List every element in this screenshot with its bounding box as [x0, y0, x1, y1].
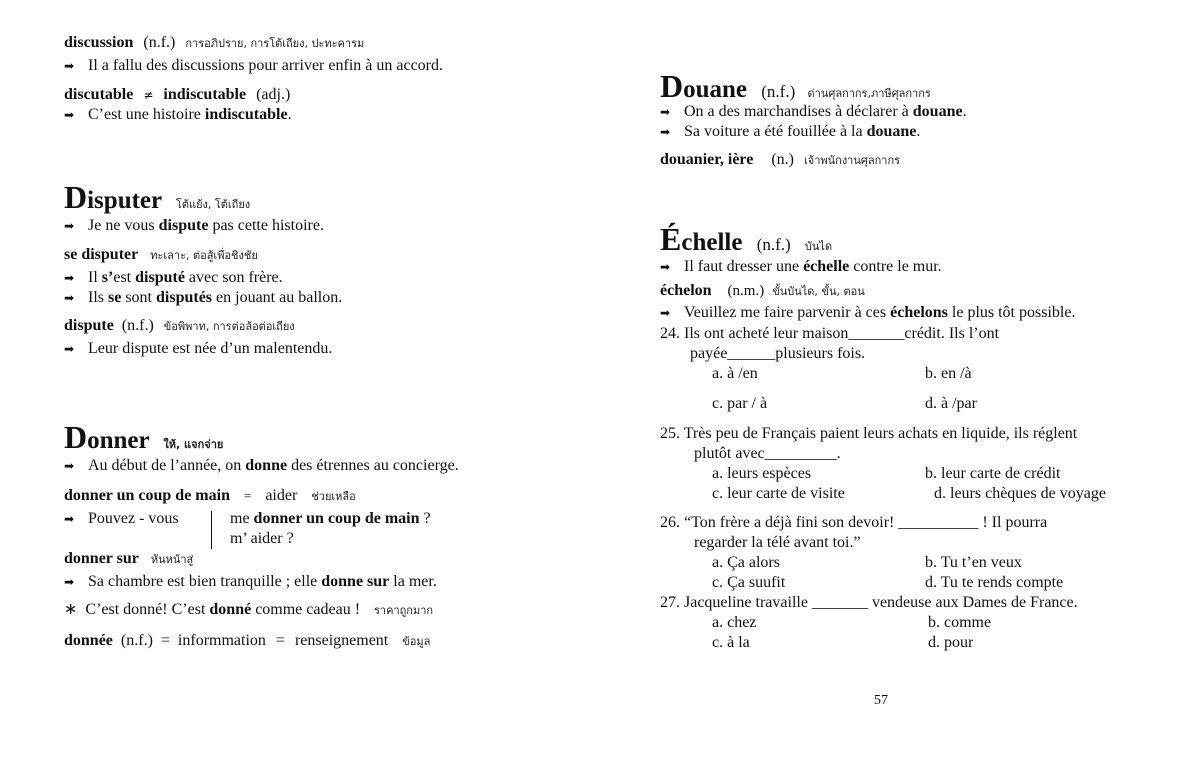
entry-heading-douane: Douane (n.f.) ด่านศุลกากร,ภาษีศุลกากร — [660, 68, 931, 104]
headword: douanier, ière — [660, 151, 754, 168]
star-icon: ∗ — [64, 601, 78, 618]
arrow-icon: ➡ — [660, 260, 671, 274]
entry-donner-un-coup-de-main — [64, 486, 356, 507]
answer-option-d: d. pour — [928, 634, 974, 651]
answer-option-a: a. Ça alors — [712, 554, 780, 571]
arrow-icon: ➡ — [64, 512, 75, 526]
arrow-icon: ➡ — [64, 575, 75, 589]
answer-option-d: d. à /par — [925, 395, 977, 412]
alternative-phrase: m’ aider ? — [230, 530, 294, 547]
answer-option-c: c. à la — [712, 634, 750, 651]
arrow-icon: ➡ — [64, 459, 75, 473]
thai-translation: โต้แย้ง, โต้เถียง — [175, 198, 251, 211]
entry-donnee — [64, 631, 430, 652]
part-of-speech: (n.f.) — [761, 82, 796, 101]
equals-sign: = — [275, 632, 285, 649]
synonym: aider — [265, 487, 298, 504]
answer-option-d: d. Tu te rends compte — [925, 574, 1064, 591]
page-number: 57 — [874, 693, 888, 708]
answer-option-d: d. leurs chèques de voyage — [934, 485, 1106, 502]
example-sentence: ➡ Il s’est disputé avec son frère. — [64, 269, 283, 286]
arrow-icon: ➡ — [64, 108, 75, 122]
question-text: payée______plusieurs fois. — [690, 345, 866, 362]
answer-option-a: a. leurs espèces — [712, 465, 812, 482]
part-of-speech: (n.f.) — [120, 632, 153, 649]
arrow-icon: ➡ — [64, 59, 75, 73]
entry-se-disputer — [64, 245, 258, 266]
entry-donner-sur — [64, 549, 193, 570]
thai-translation: ขั้นบันได, ขั้น, ตอน — [772, 285, 865, 298]
answer-option-b: b. comme — [928, 614, 992, 631]
question-text: 27. Jacqueline travaille _______ vendeuse aux Dames de France. — [660, 594, 1078, 611]
thai-translation: การอภิปราย, การโต้เถียง, ปะทะคารม — [185, 37, 365, 50]
arrow-icon: ➡ — [64, 342, 75, 356]
example-sentence: ➡ On a des marchandises à déclarer à douane. — [660, 103, 967, 120]
example-sentence: ➡ Au début de l’année, on donne des étrennes au concierge. — [64, 457, 459, 474]
answer-option-b: b. leur carte de crédit — [925, 465, 1061, 482]
thai-translation: ช่วยเหลือ — [311, 490, 356, 503]
thai-translation: หันหน้าสู่ — [150, 553, 194, 566]
synonym: renseignement — [294, 632, 389, 649]
headword: donner un coup de main — [64, 487, 230, 504]
answer-option-c: c. par / à — [712, 395, 768, 412]
equals-sign: = — [160, 632, 170, 649]
arrow-icon: ➡ — [64, 219, 75, 233]
headword: se disputer — [64, 246, 139, 263]
example-sentence: ∗ C’est donné! C’est donné comme cadeau ! ราคาถูกมาก — [64, 601, 434, 618]
thai-translation: ข้อพิพาท, การต่อล้อต่อเถียง — [163, 320, 295, 333]
headword: échelon — [660, 282, 712, 299]
thai-translation: ทะเลาะ, ต่อสู้เพื่อชิงชัย — [150, 249, 258, 262]
question-text: regarder la télé avant toi.” — [694, 534, 861, 551]
answer-option-c: c. leur carte de visite — [712, 485, 845, 502]
headword: discussion — [64, 34, 134, 51]
headword: donnée — [64, 632, 113, 649]
thai-translation: ด่านศุลกากร,ภาษีศุลกากร — [807, 87, 931, 100]
entry-heading-donner: Donner ให้, แจกจ่าย — [64, 419, 224, 455]
headword: dispute — [64, 317, 114, 334]
answer-option-a: a. à /en — [712, 365, 758, 382]
part-of-speech: (n.f.) — [143, 34, 176, 51]
entry-echelon — [660, 281, 865, 302]
answer-option-a: a. chez — [712, 614, 757, 631]
example-sentence: ➡ Je ne vous dispute pas cette histoire. — [64, 217, 324, 234]
question-text: 24. Ils ont acheté leur maison_______crédit. Ils l’ont — [660, 325, 1000, 342]
alternative-phrase: me donner un coup de main ? — [230, 510, 431, 527]
arrow-icon: ➡ — [660, 105, 671, 119]
part-of-speech: (n.m.) — [727, 283, 765, 299]
thai-translation: เจ้าพนักงานศุลกากร — [804, 154, 901, 167]
example-sentence: ➡ Ils se sont disputés en jouant au ballon. — [64, 289, 343, 306]
example-sentence: ➡ Sa chambre est bien tranquille ; elle donne sur la mer. — [64, 573, 437, 590]
example-sentence: ➡ Il a fallu des discussions pour arriver enfin à un accord. — [64, 57, 443, 74]
arrow-icon: ➡ — [660, 125, 671, 139]
example-sentence: ➡ Leur dispute est née d’un malentendu. — [64, 340, 333, 357]
equals-sign: = — [243, 488, 252, 503]
entry-douanier — [660, 150, 900, 171]
question-text: 25. Très peu de Français paient leurs achats en liquide, ils réglent — [660, 425, 1078, 442]
divider-bar — [211, 511, 212, 549]
entry-heading-echelle: Échelle (n.f.) บันได — [660, 221, 833, 257]
headword: donner sur — [64, 550, 139, 567]
answer-option-c: c. Ça suufit — [712, 574, 786, 591]
example-sentence: ➡ C’est une histoire indiscutable. — [64, 106, 292, 123]
question-text: plutôt avec_________. — [694, 445, 841, 462]
example-sentence: ➡ Pouvez - vous — [64, 510, 179, 527]
part-of-speech: (n.f.) — [121, 317, 154, 334]
entry-discutable — [64, 85, 290, 105]
example-sentence: ➡ Il faut dresser une échelle contre le mur. — [660, 258, 942, 275]
headword: discutable — [64, 86, 134, 103]
entry-heading-disputer: Disputer โต้แย้ง, โต้เถียง — [64, 179, 251, 215]
question-text: 26. “Ton frère a déjà fini son devoir! __________ ! Il pourra — [660, 514, 1048, 531]
part-of-speech: (n.) — [771, 151, 794, 168]
example-sentence: ➡ Sa voiture a été fouillée à la douane. — [660, 123, 921, 140]
answer-option-b: b. en /à — [925, 365, 972, 382]
arrow-icon: ➡ — [660, 306, 671, 320]
thai-translation: ราคาถูกมาก — [374, 604, 434, 617]
opposite-word: indiscutable — [163, 86, 247, 103]
thai-translation: ให้, แจกจ่าย — [163, 438, 224, 451]
not-equal-icon: ≠ — [143, 88, 154, 102]
synonym: informmation — [177, 632, 266, 649]
example-sentence: ➡ Veuillez me faire parvenir à ces échelons le plus tôt possible. — [660, 304, 1076, 321]
entry-dispute — [64, 316, 295, 337]
part-of-speech: (n.f.) — [756, 235, 791, 254]
entry-discussion — [64, 33, 364, 54]
arrow-icon: ➡ — [64, 291, 75, 305]
thai-translation: บันได — [804, 240, 833, 253]
answer-option-b: b. Tu t’en veux — [925, 554, 1022, 571]
thai-translation: ข้อมูล — [402, 635, 431, 648]
arrow-icon: ➡ — [64, 271, 75, 285]
part-of-speech: (adj.) — [256, 86, 291, 103]
